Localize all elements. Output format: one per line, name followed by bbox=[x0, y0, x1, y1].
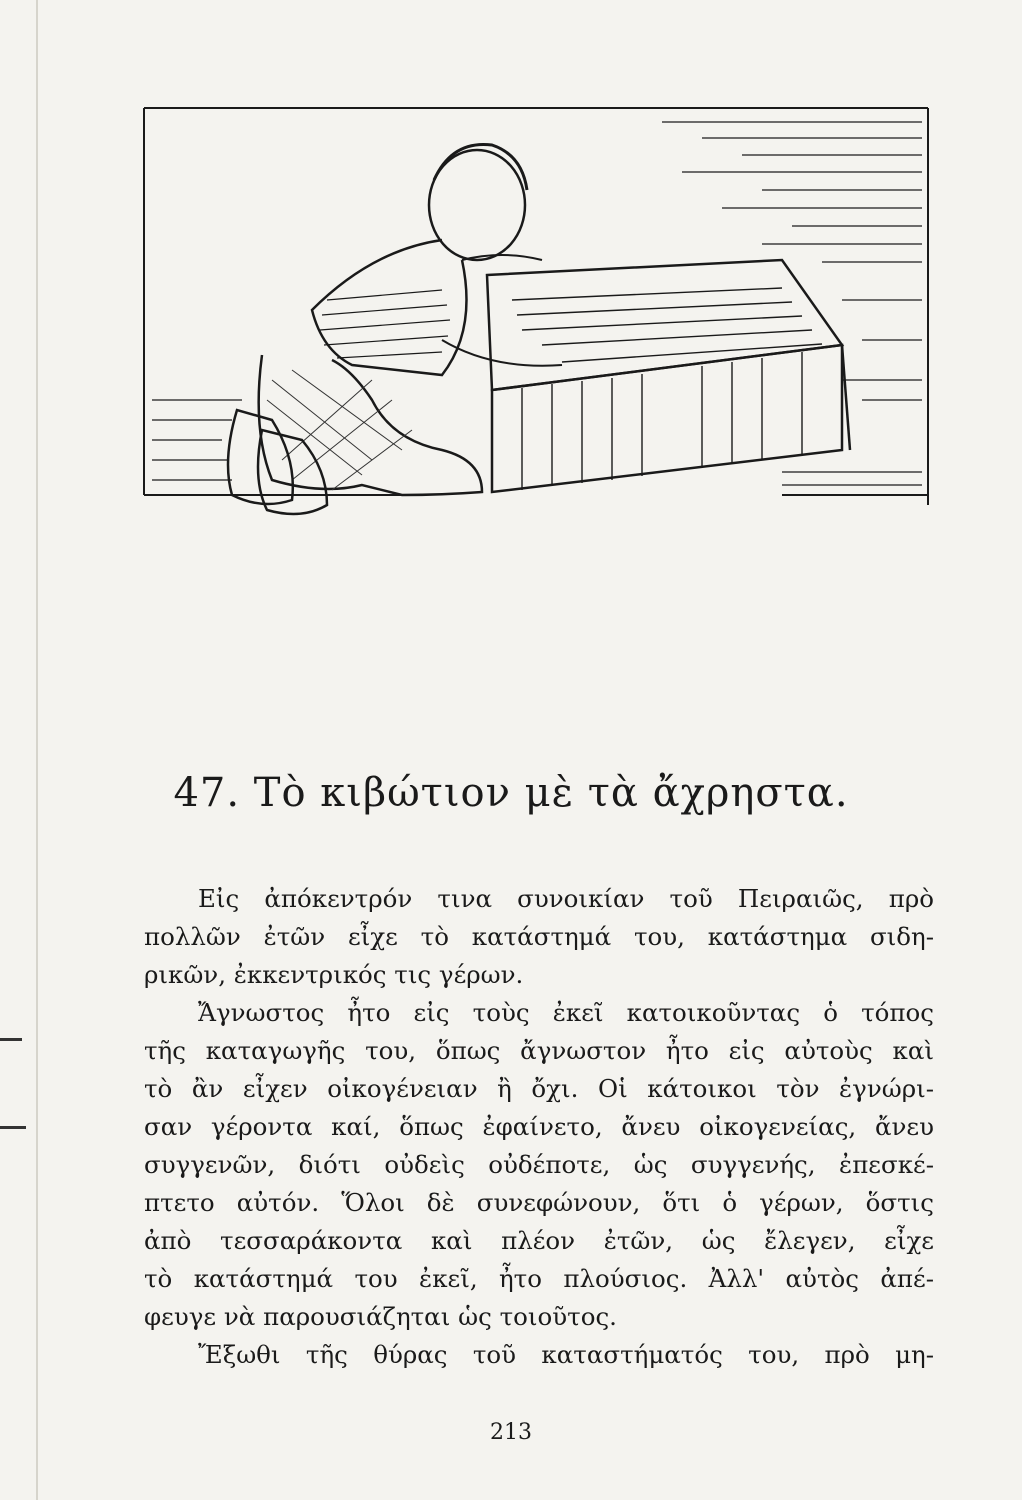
text-line: Εἰς ἀπόκεντρόν τινα συνοικίαν τοῦ Πειραιῶς, πρὸ bbox=[198, 884, 934, 913]
page-number: 213 bbox=[490, 1420, 532, 1445]
paragraph bbox=[144, 880, 934, 994]
text-line: τὸ ἂν εἶχεν οἰκογένειαν ἢ ὄχι. Οἱ κάτοικοι τὸν ἐγνώρι- bbox=[144, 1074, 934, 1103]
chapter-title: 47. Τὸ κιβώτιον μὲ τὰ ἄχρηστα. bbox=[173, 770, 849, 816]
binding-thread-mark bbox=[0, 1126, 26, 1129]
text-line: συγγενῶν, διότι οὐδεὶς οὐδέποτε, ὡς συγγενής, ἐπεσκέ- bbox=[144, 1150, 934, 1179]
text-line: Ἄγνωστος ἦτο εἰς τοὺς ἐκεῖ κατοικοῦντας ὁ τόπος bbox=[198, 998, 934, 1027]
text-line: σαν γέροντα καί, ὅπως ἐφαίνετο, ἄνευ οἰκογενείας, ἄνευ bbox=[144, 1112, 934, 1141]
text-line: τῆς καταγωγῆς του, ὅπως ἄγνωστον ἦτο εἰς αὐτοὺς καὶ bbox=[144, 1036, 934, 1065]
paragraph bbox=[144, 1336, 934, 1374]
text-line: Ἔξωθι τῆς θύρας τοῦ καταστήματός του, πρὸ μη- bbox=[198, 1340, 934, 1369]
binding-thread-mark bbox=[0, 1038, 22, 1041]
text-line: ρικῶν, ἐκκεντρικός τις γέρων. bbox=[144, 960, 524, 989]
text-line: πολλῶν ἐτῶν εἶχε τὸ κατάστημά του, κατάστημα σιδη- bbox=[144, 922, 934, 951]
boy-with-box-drawing bbox=[142, 100, 932, 520]
book-illustration bbox=[142, 100, 932, 520]
page-binding-edge bbox=[36, 0, 38, 1500]
text-line: ἀπὸ τεσσαράκοντα καὶ πλέον ἐτῶν, ὡς ἔλεγεν, εἶχε bbox=[144, 1226, 934, 1255]
text-line: πτετο αὐτόν. Ὅλοι δὲ συνεφώνουν, ὅτι ὁ γέρων, ὅστις bbox=[144, 1188, 934, 1217]
body-text bbox=[144, 880, 934, 1374]
paragraph bbox=[144, 994, 934, 1336]
text-line: τὸ κατάστημά του ἐκεῖ, ἦτο πλούσιος. Ἀλλ' αὐτὸς ἀπέ- bbox=[144, 1264, 934, 1293]
text-line: φευγε νὰ παρουσιάζηται ὡς τοιοῦτος. bbox=[144, 1302, 617, 1331]
